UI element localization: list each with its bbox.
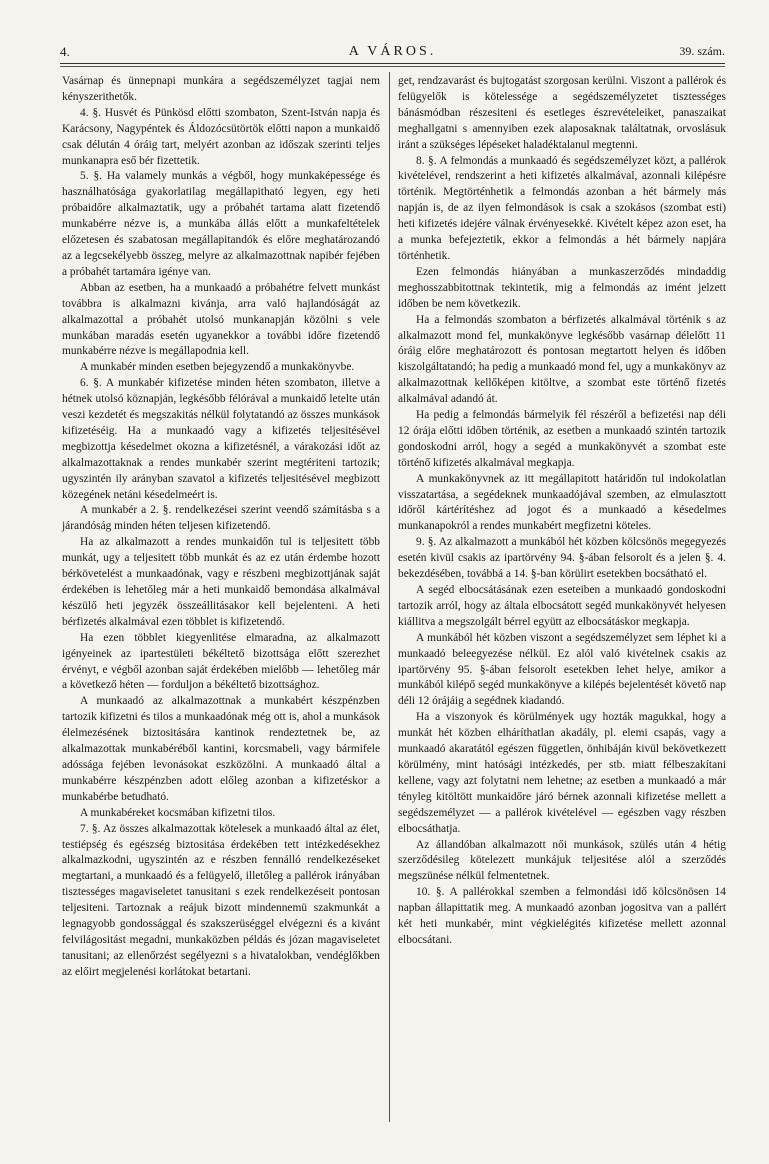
paragraph: A munkabér minden esetben bejegyzendő a munkakönyvbe. xyxy=(80,361,355,374)
paragraph: 5. §. Ha valamely munkás a végből, hogy munkaképessége és használhatósága gyakorlatilag megállapitható legyen, egy heti próbaidőre alkalmaztatik, ugy a próbahét tartama alatt fizetendő munkabérre nézve is, a munkába állás előtt a munkafeltételek előzetesen és szabatosan megállapitandók és előre meghatározandó az a legcsekélyebb összeg, melyre az alkalmazottnak napibér fejében a próbahét tartamára igénye van. xyxy=(62,170,380,278)
paragraph: Az állandóban alkalmazott női munkások, szülés után 4 hétig szerződésileg kötelezett munkájuk teljesitése alól a szerződés megszünése nélkül felmentetnek. xyxy=(398,838,726,883)
paragraph: 8. §. A felmondás a munkaadó és segédszemélyzet közt, a pallérok kivételével, rendszerint a heti kifizetés alkalmával, azonnali kilépésre történik. Megtörténhetik a felmondás azonban a hét bármely más napján is, de az ilyen felmondások is csak a szokásos (szombat esti) heti kifizetés idejére válnak érvényesekké. Kivételt képez azon eset, ha a munka befejeztetik, ekkor a felmondás a hét bármely napjára történhetik. xyxy=(398,154,726,262)
paragraph: 4. §. Husvét és Pünkösd előtti szombaton, Szent-István napja és Karácsony, Nagypéntek és Áldozócsütörtök előtti napon a munkaidő csak délután 4 óráig tart, melyért azonban az időszak szerinti teljes munkanapra eső bér fizettetik. xyxy=(62,106,380,167)
paragraph: A segéd elbocsátásának ezen eseteiben a munkaadó gondoskodni tartozik arról, hogy az általa elbocsátott segéd munkakönyvét helyesen kiállitva a megszolgált bérrel együtt az elbocsátáskor megkapja. xyxy=(398,584,726,628)
paragraph: A munkakönyvnek az itt megállapitott határidőn tul indokolatlan visszatartása, a segédeknek munkaadójával szemben, az elmulasztott időről kártérítéshez ad jogot és a munkaadó a késedelmes munkanapokról a rendes munkabért megfizetni köteles. xyxy=(398,472,726,533)
paragraph: 10. §. A pallérokkal szemben a felmondási idő kölcsönösen 14 napban állapittatik meg. A munkaadó azonban jogositva van a pallért két heti munkabér, mint végkielégités kifizetése mellett azonnal elbocsátani. xyxy=(398,886,726,946)
left-column xyxy=(62,74,380,981)
page-header xyxy=(60,44,725,62)
column-divider xyxy=(389,72,390,1122)
paragraph: Ha a viszonyok és körülmények ugy hozták magukkal, hogy a munkát hét közben elháríthatlan akadály, pl. elemi csapás, vagy a munkaadó akaratától egészen független, önhibáján kivül bekövetkezett körülmény, mint hatósági intézkedés, per stb. miatt félbeszakítani kellene, vagy azt folytatni nem lehetne; az esetben a munkaadó a már tényleg kitöltött munkaidőre járó bérnek azonnali kifizetése mellett a segédszemélyzet — a pallérok kivételével — egészben vagy részben elbocsáthatja. xyxy=(398,711,726,835)
publication-title: A VÁROS. xyxy=(348,44,437,59)
paragraph: Ha a felmondás szombaton a bérfizetés alkalmával történik s az alkalmazott mond fel, munkakönyve legkésőbb vasárnap délelőtt 11 óráig előre meghatározott és pontosan megtartott helyen és időben kiszolgáltatandó; ha pedig a munkaadó mond fel, ugy a munkakönyv az alkalmazottnak kellőképen kitöltve, a szombat este történő fizetés alkalmával adandó át. xyxy=(398,313,726,406)
paragraph: 7. §. Az összes alkalmazottak kötelesek a munkaadó által az élet, testiépség és egészség biztositása érdekében tett intézkedésekhez alkalmazkodni, ugyszintén az e részben fennálló rendelkezéseket megtartani, a munkaadó és a felügyelő, illetőleg a pallérok irányában tisztességes magaviseletet tanusitani s ezek rendelkezéseit pontosan teljesiteni. Tartoznak a reájuk bizott mindennemü szakmunkát a legnagyobb gondossággal és szakszerüséggel elvégezni és a kivánt felvilágositást megadni, munkaközben példás és józan magaviseletet tanusitani; az ellenőrzést segélyezni s a hivatalokban, vendéglőkben az előirt megjelenési korlátokat betartani. xyxy=(62,822,380,978)
paragraph: get, rendzavarást és bujtogatást szorgosan kerülni. Viszont a pallérok és felügyelők is kötelessége a segédszemélyzetet tisztességes bánásmódban részesiteni és esetleges észrevételeiket, panaszaikat meghallgatni s amennyiben ezek alaposaknak találtatnak, orvoslásuk iránt a szükséges lépéseket haladéktalanul megtenni. xyxy=(398,75,726,151)
paragraph: Ezen felmondás hiányában a munkaszerződés mindaddig meghosszabbitottnak tekintetik, mig a felmondás az imént jelzett időben be nem következik. xyxy=(398,265,726,310)
header-rule-secondary xyxy=(60,66,725,67)
paragraph: A munkaadó az alkalmazottnak a munkabért készpénzben tartozik kifizetni és tilos a munkaadónak még ott is, ahol a munkások élelmezésének biztositására kantinok rendeztetnek be, az alkalmazottak munkabéréből kantini, korcsmabeli, vagy bármifele adóssága fejében levonásokat eszközölni. A munkaadó által a munkabérre készpénzben adott előleg azonban a kifizetéskor a munkabérbe betudható. xyxy=(62,695,380,803)
paragraph: Ha az alkalmazott a rendes munkaidőn tul is teljesitett több munkát, ugy a teljesitett több munkát és az ez után érdembe hozott bérkövetelést a munkaadónak, vagy e részbeni megbizottjának saját érdekében is lehetőleg már a heti munkaidő bemondása alkalmával készülő heti jegyzék összeállitásakor kell bejelenteni. A heti bérfizetés alkalmával ezen többlet is kifizetendő. xyxy=(62,536,380,628)
paragraph: 9. §. Az alkalmazott a munkából hét közben kölcsönös megegyezés esetén kivül csakis az ipartörvény 94. §-ában felsorolt és a jelen §. 4. bekezdésében, továbbá a 14. §-ban körülirt esetekben bocsátható el. xyxy=(398,536,726,581)
right-column xyxy=(398,74,726,949)
paragraph: Abban az esetben, ha a munkaadó a próbahétre felvett munkást továbbra is alkalmazni kivánja, arra való hajlandóságát az alkalmazottal a próbahét utolsó munkanapján közölni s vele munkában maradás esetén ugyanekkor a további időre fizetendő munkabérre nézve is megállapodnia kell. xyxy=(62,281,380,358)
paragraph: Vasárnap és ünnepnapi munkára a segédszemélyzet tagjai nem kényszerithetők. xyxy=(62,75,380,103)
header-rule xyxy=(60,63,725,65)
paragraph: Ha ezen többlet kiegyenlitése elmaradna, az alkalmazott igényeinek az ipartestületi békéltető bizottsága előtt szerezhet érvényt, e végből azonban saját érdekében mielőbb — lehetőleg már a következő héten — forduljon a békéltető bizottsághoz. xyxy=(62,631,380,692)
issue-number: 39. szám. xyxy=(679,44,725,58)
paragraph: Ha pedig a felmondás bármelyik fél részéről a befizetési nap déli 12 órája előtti időben történik, az esetben a munkaadó szintén tartozik gondoskodni arról, hogy a segéd a munkakönyvét a szombat este történő kifizetés alkalmával megkapja. xyxy=(398,409,726,469)
page-number: 4. xyxy=(60,44,70,59)
paragraph: A munkabér a 2. §. rendelkezései szerint veendő számitásba s a járandóság minden héten teljesen kifizetendő. xyxy=(62,504,380,533)
paragraph: A munkabéreket kocsmában kifizetni tilos. xyxy=(80,806,276,819)
paragraph: A munkából hét közben viszont a segédszemélyzet sem léphet ki a munkaadó beleegyezése nélkül. Ez alól való kivételnek csakis az ipartörvény 95. §-ában felsorolt esetekben lehet helye, amikor a munkából kilépő segéd munkakönyve a kilépés bejelentését követő nap déli 12 órájáig a segédnek kiadandó. xyxy=(398,631,726,708)
paragraph: 6. §. A munkabér kifizetése minden héten szombaton, illetve a hétnek utolsó köznapján, legkésőbb félórával a munkaidő letelte után veszi kezdetét és megszakitás nélkül folytatandó az összes munkások kifizetéséig. Ha a munkaadó vagy a kifizetés teljesitésével megbizottja késedelmet okozna a kifizetésnél, a várakozási időt az alkalmazottaknak a rendes munkabér szerint megtériteni tartozik; ugyszintén ily arányban szavatol a kifizetés teljesitésével megbizott közegének netáni késedelmeért is. xyxy=(62,377,380,501)
